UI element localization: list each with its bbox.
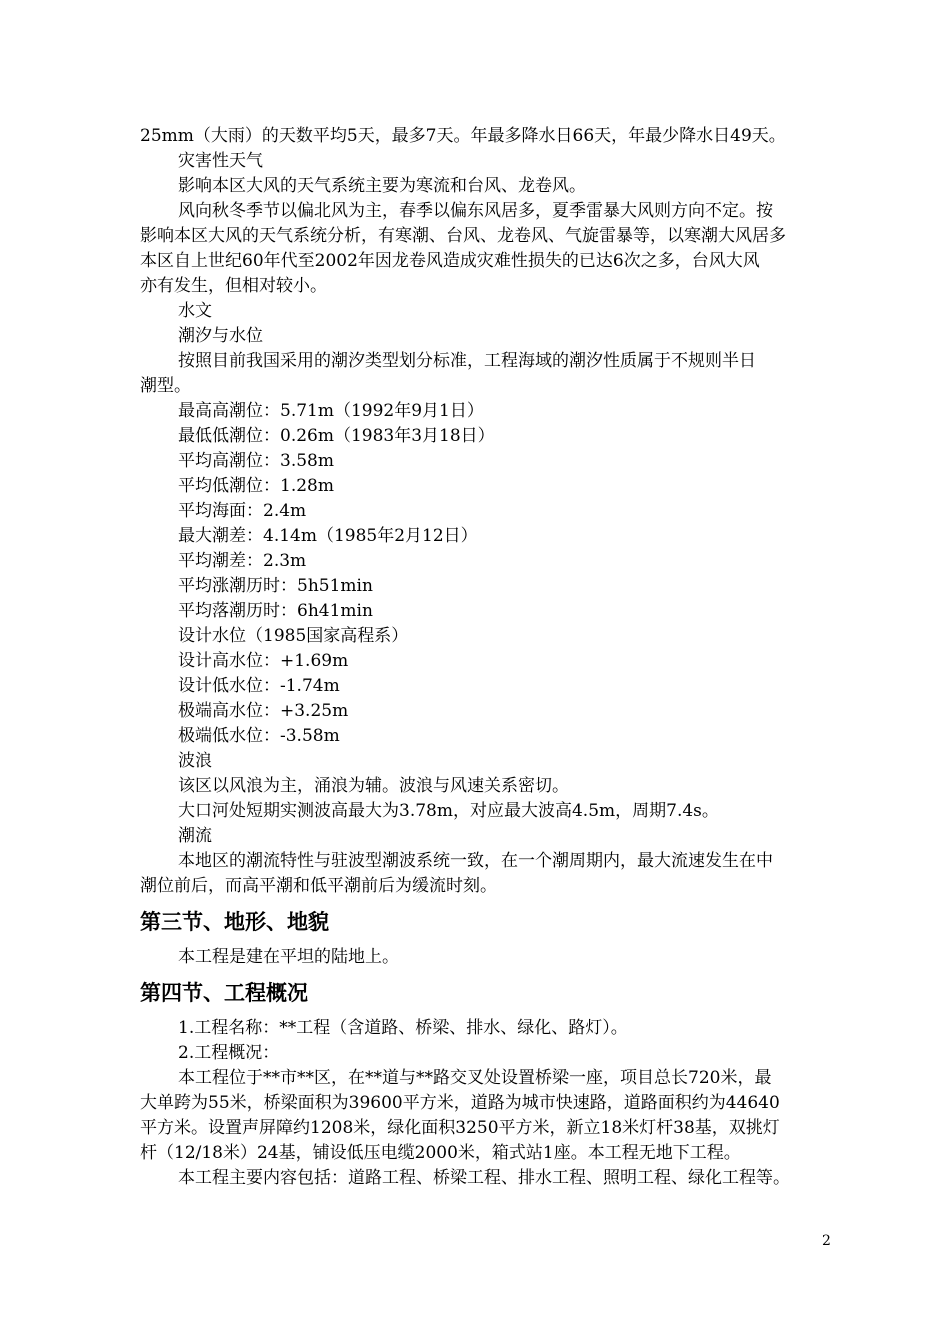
text-line: 该区以风浪为主，涌浪为辅。波浪与风速关系密切。 xyxy=(178,776,569,796)
text-line: 最低低潮位：0.26m（1983年3月18日） xyxy=(178,426,495,446)
heading-section-4: 第四节、工程概况 xyxy=(140,981,308,1005)
text-line: 亦有发生，但相对较小。 xyxy=(140,276,327,296)
text-line: 平均高潮位：3.58m xyxy=(178,451,334,471)
heading-section-3: 第三节、地形、地貌 xyxy=(140,910,329,934)
text-line: 极端低水位：-3.58m xyxy=(178,726,340,746)
text-line: 平均落潮历时：6h41min xyxy=(178,601,373,621)
text-line: 影响本区大风的天气系统主要为寒流和台风、龙卷风。 xyxy=(178,176,586,196)
section-climate-hydrology xyxy=(140,124,840,899)
text-line: 本地区的潮流特性与驻波型潮波系统一致，在一个潮周期内，最大流速发生在中 xyxy=(178,851,773,871)
text-line: 风向秋冬季节以偏北风为主，春季以偏东风居多，夏季雷暴大风则方向不定。按 xyxy=(178,201,773,221)
text-line: 潮型。 xyxy=(140,376,191,396)
text-line: 设计低水位：-1.74m xyxy=(178,676,340,696)
text-line: 波浪 xyxy=(178,751,212,771)
section-terrain xyxy=(140,945,840,970)
text-line: 1.工程名称：**工程（含道路、桥梁、排水、绿化、路灯）。 xyxy=(178,1018,628,1038)
text-line: 本工程位于**市**区，在**道与**路交叉处设置桥梁一座，项目总长720米，最 xyxy=(178,1068,772,1088)
text-line: 平方米。设置声屏障约1208米，绿化面积3250平方米，新立18米灯杆38基，双挑灯 xyxy=(140,1118,780,1138)
text-line: 平均海面：2.4m xyxy=(178,501,307,521)
text-line: 影响本区大风的天气系统分析，有寒潮、台风、龙卷风、气旋雷暴等，以寒潮大风居多 xyxy=(140,226,786,246)
document-page xyxy=(140,124,840,1191)
text-line: 本区自上世纪60年代至2002年因龙卷风造成灾难性损失的已达6次之多，台风大风 xyxy=(140,251,760,271)
text-line: 按照目前我国采用的潮汐类型划分标准，工程海域的潮汐性质属于不规则半日 xyxy=(178,351,756,371)
page-number: 2 xyxy=(822,1233,831,1249)
text-line: 本工程是建在平坦的陆地上。 xyxy=(178,947,399,967)
text-line: 最高高潮位：5.71m（1992年9月1日） xyxy=(178,401,484,421)
text-line: 水文 xyxy=(178,301,212,321)
text-line: 大单跨为55米，桥梁面积为39600平方米，道路为城市快速路，道路面积约为44640 xyxy=(140,1093,780,1113)
text-line: 潮流 xyxy=(178,826,212,846)
text-line: 极端高水位：+3.25m xyxy=(178,701,349,721)
text-line: 杆（12/18米）24基，铺设低压电缆2000米，箱式站1座。本工程无地下工程。 xyxy=(140,1143,741,1163)
text-line: 平均低潮位：1.28m xyxy=(178,476,334,496)
text-line: 最大潮差：4.14m（1985年2月12日） xyxy=(178,526,478,546)
text-line: 平均潮差：2.3m xyxy=(178,551,307,571)
text-line: 平均涨潮历时：5h51min xyxy=(178,576,373,596)
text-line: 潮位前后，而高平潮和低平潮前后为缓流时刻。 xyxy=(140,876,497,896)
text-line: 本工程主要内容包括：道路工程、桥梁工程、排水工程、照明工程、绿化工程等。 xyxy=(178,1168,790,1188)
text-line: 25mm（大雨）的天数平均5天，最多7天。年最多降水日66天，年最少降水日49天。 xyxy=(140,126,786,146)
section-project-overview xyxy=(140,1016,840,1191)
text-line: 灾害性天气 xyxy=(178,151,263,171)
text-line: 设计水位（1985国家高程系） xyxy=(178,626,409,646)
text-line: 2.工程概况： xyxy=(178,1043,280,1063)
text-line: 设计高水位：+1.69m xyxy=(178,651,349,671)
text-line: 潮汐与水位 xyxy=(178,326,263,346)
text-line: 大口河处短期实测波高最大为3.78m，对应最大波高4.5m，周期7.4s。 xyxy=(178,801,719,821)
